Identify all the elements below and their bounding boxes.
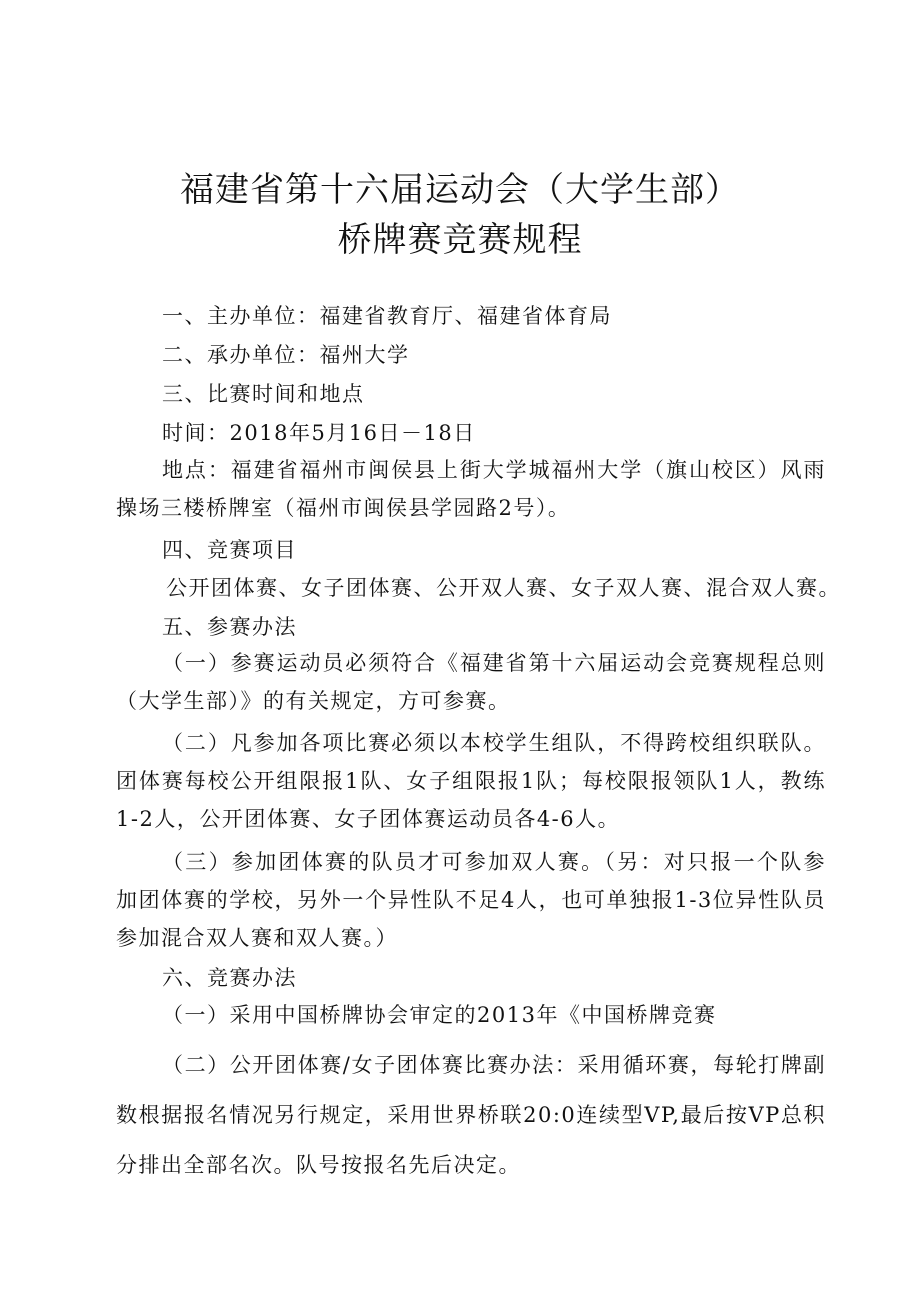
section-host: 二、承办单位：福州大学	[162, 343, 410, 367]
section-participation-3: （三）参加团体赛的队员才可参加双人赛。（另：对只报一个队参加团体赛的学校，另外一个异性队不足4人，也可单独报1-3位异性队员参加混合双人赛和双人赛。）	[116, 850, 826, 950]
section-participation-2: （二）凡参加各项比赛必须以本校学生组队，不得跨校组织联队。团体赛每校公开组限报1队、女子组限报1队；每校限报领队1人，教练1-2人，公开团体赛、女子团体赛运动员各4-6人。	[116, 731, 826, 831]
section-participation-1: （一）参赛运动员必须符合《福建省第十六届运动会竞赛规程总则（大学生部）》的有关规定，方可参赛。	[116, 651, 826, 713]
document-title-line2: 桥牌赛竞赛规程	[337, 220, 583, 260]
section-events-heading: 四、竞赛项目	[162, 538, 297, 562]
section-participation-heading: 五、参赛办法	[162, 615, 297, 639]
section-method-heading: 六、竞赛办法	[162, 966, 297, 990]
section-location: 地点：福建省福州市闽侯县上街大学城福州大学（旗山校区）风雨操场三楼桥牌室（福州市闽侯县学园路2号）。	[116, 458, 826, 520]
section-events: 公开团体赛、女子团体赛、公开双人赛、女子双人赛、混合双人赛。	[166, 576, 841, 600]
section-time: 时间：2018年5月16日－18日	[162, 421, 476, 445]
document-title-line1: 福建省第十六届运动会（大学生部）	[180, 170, 740, 210]
section-organizer: 一、主办单位：福建省教育厅、福建省体育局	[162, 304, 612, 328]
section-method-2: （二）公开团体赛/女子团体赛比赛办法：采用循环赛，每轮打牌副数根据报名情况另行规定，采用世界桥联20:0连续型VP,最后按VP总积分排出全部名次。队号按报名先后决定。	[116, 1053, 826, 1177]
section-method-1: （一）采用中国桥牌协会审定的2013年《中国桥牌竞赛	[162, 1003, 717, 1027]
section-time-place-heading: 三、比赛时间和地点	[162, 382, 365, 406]
